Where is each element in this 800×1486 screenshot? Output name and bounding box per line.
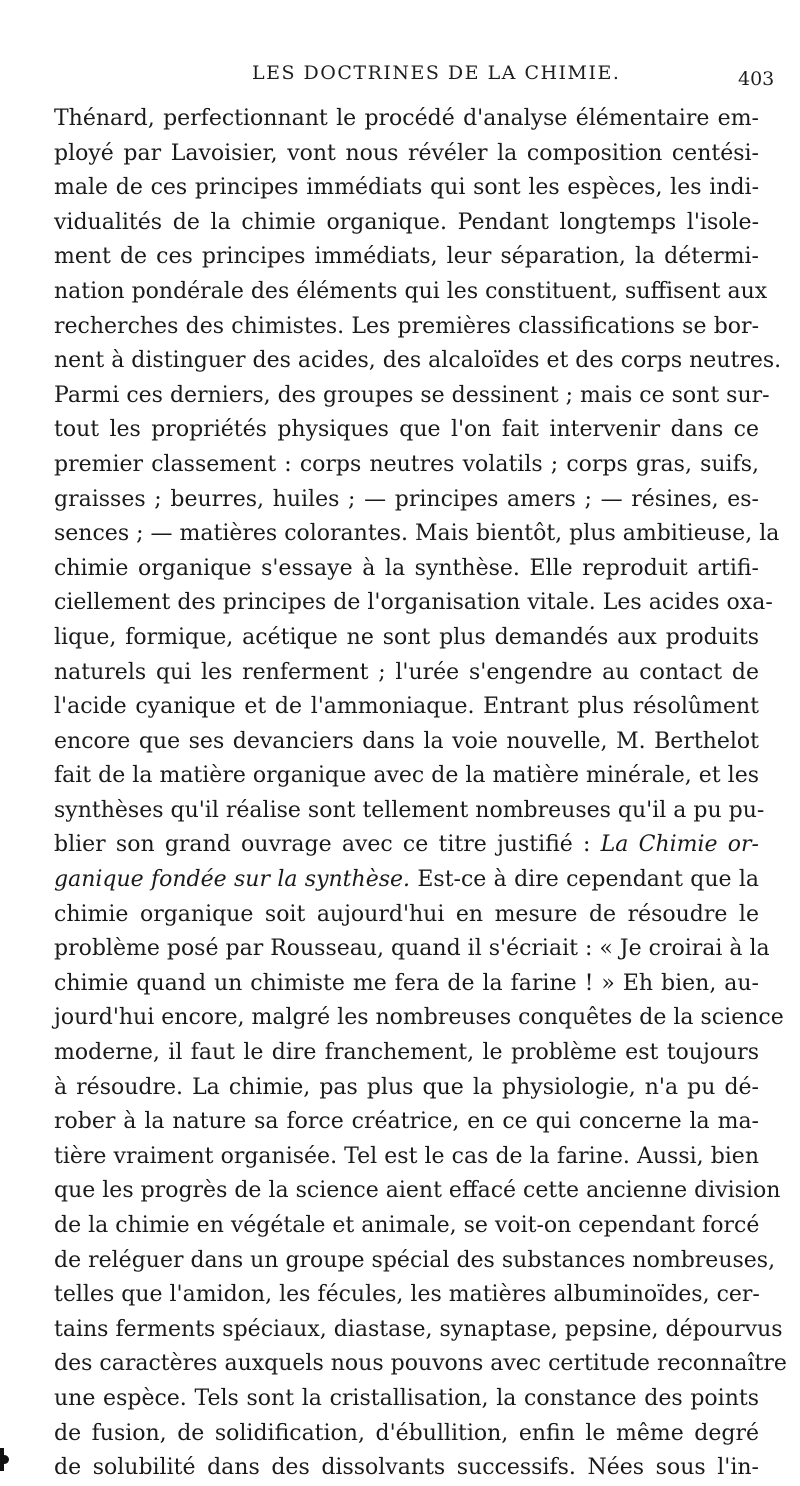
text-line: male de ces principes immédiats qui sont les espèces, les indi- [54,175,759,201]
book-title-part-1: La Chimie or- [600,832,759,858]
text-line: problème posé par Rousseau, quand il s'écriait : « Je croirai à la [54,936,770,962]
text-line: de la chimie en végétale et animale, se voit-on cependant forcé [54,1213,760,1238]
text-line: nent à distinguer des acides, des alcaloïdes et des corps neutres. [54,348,782,374]
text-line-with-title [54,828,759,863]
text-line: premier classement : corps neutres volatils ; corps gras, suifs, [54,451,759,477]
text-line: nation pondérale des éléments qui les constituent, suffisent aux [54,278,768,304]
running-title: LES DOCTRINES DE LA CHIMIE. [252,62,621,84]
text-line: graisses ; beurres, huiles ; — principes amers ; — résines, es- [54,486,759,512]
text-line: lique, formique, acétique ne sont plus demandés aux produits [54,624,759,650]
text-line: des caractères auxquels nous pouvons avec certitude reconnaître [54,1351,787,1377]
body-text [54,102,787,1486]
text-line: tains ferments spéciaux, diastase, synaptase, pepsine, dépourvus [54,1316,783,1342]
text-line: de reléguer dans un groupe spécial des substances nombreuses, [54,1247,776,1273]
text-line: ployé par Lavoisier, vont nous révéler la composition centési- [54,140,759,166]
text-line: chimie organique soit aujourd'hui en mesure de résoudre le [54,901,759,927]
scan-edge-dot [0,1455,9,1464]
text-line: de solubilité dans des dissolvants successifs. Nées sous l'in- [54,1455,759,1481]
book-title-part-2: ganique fondée sur la synthèse. [54,867,411,893]
page-number: 403 [738,68,775,90]
text-line: à résoudre. La chimie, pas plus que la physiologie, n'a pu dé- [54,1074,759,1100]
text-line: synthèses qu'il réalise sont tellement nombreuses qu'il a pu pu- [54,797,765,823]
text-line: sences ; — matières colorantes. Mais bientôt, plus ambitieuse, la [54,521,780,547]
text-line: moderne, il faut le dire franchement, le problème est toujours [54,1040,759,1066]
text-line: tout les propriétés physiques que l'on fait intervenir dans ce [54,417,759,443]
text-line: rober à la nature sa force créatrice, en ce qui concerne la ma- [54,1109,759,1135]
text-run: blier son grand ouvrage avec ce titre justifié : [54,832,601,858]
text-line: de fusion, de solidification, d'ébullition, enfin le même degré [54,1420,759,1446]
text-line: ciellement des principes de l'organisation vitale. Les acides oxa- [54,590,773,616]
text-line: encore que ses devanciers dans la voie nouvelle, M. Berthelot [54,728,759,754]
text-line: vidualités de la chimie organique. Pendant longtemps l'isole- [54,209,759,235]
text-line: tière vraiment organisée. Tel est le cas de la farine. Aussi, bien [54,1143,759,1169]
text-line: jourd'hui encore, malgré les nombreuses conquêtes de la science [54,1005,784,1031]
text-line: chimie quand un chimiste me fera de la farine ! » Eh bien, au- [54,970,759,996]
text-line: Parmi ces derniers, des groupes se dessinent ; mais ce sont sur- [54,382,770,408]
text-line: telles que l'amidon, les fécules, les matières albuminoïdes, cer- [54,1282,760,1308]
text-line: l'acide cyanique et de l'ammoniaque. Entrant plus résolûment [54,694,759,720]
text-line-with-title [54,863,759,898]
text-line: que les progrès de la science aient effacé cette ancienne division [54,1178,781,1204]
text-line: chimie organique s'essaye à la synthèse. Elle reproduit artifi- [54,555,759,581]
text-line: fait de la matière organique avec de la matière minérale, et les [54,763,759,789]
running-head [0,62,800,92]
text-run: Est-ce à dire cependant que la [410,867,759,893]
text-line: recherches des chimistes. Les premières classifications se bor- [54,313,759,339]
text-line: naturels qui les renferment ; l'urée s'engendre au contact de [54,659,759,685]
text-line: ment de ces principes immédiats, leur séparation, la détermi- [54,244,759,270]
text-line: Thénard, perfectionnant le procédé d'analyse élémentaire em- [54,106,759,131]
text-line: une espèce. Tels sont la cristallisation, la constance des points [54,1385,759,1411]
